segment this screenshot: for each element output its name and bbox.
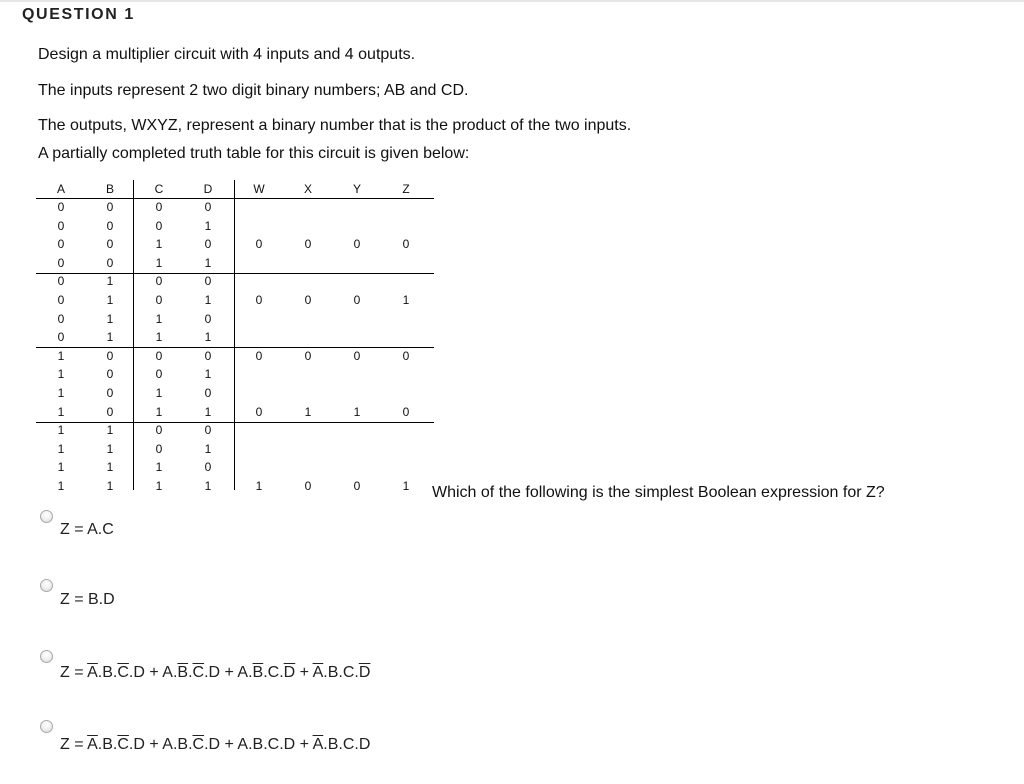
- cell-r14-c: 1: [155, 460, 163, 475]
- cell-r5-b: 1: [106, 293, 114, 307]
- cell-r14-d: 0: [204, 460, 212, 475]
- option-radio-1[interactable]: [40, 510, 53, 523]
- cell-r15-w: 1: [255, 479, 263, 493]
- negated-term: $\overline{C}$: [117, 736, 129, 753]
- cell-r3-y: [337, 256, 377, 270]
- cell-r0-d: 0: [204, 200, 212, 214]
- cell-r14-b: 1: [106, 460, 114, 475]
- cell-r11-d: 1: [204, 404, 212, 419]
- expression-text: .: [188, 664, 193, 681]
- table-divider-1: [234, 180, 235, 490]
- negated-term: $\overline{B}$: [252, 664, 264, 681]
- header-w: W: [253, 182, 265, 196]
- cell-r4-b: 1: [106, 274, 114, 289]
- option-radio-2[interactable]: [40, 579, 53, 592]
- cell-r14-x: [288, 460, 328, 474]
- cell-r9-c: 0: [155, 367, 163, 382]
- negated-term: $\overline{B}$: [177, 664, 189, 681]
- cell-r13-c: 0: [155, 441, 163, 456]
- cell-r8-y: 0: [353, 348, 361, 363]
- cell-r4-z: [386, 274, 426, 288]
- cell-r2-x: 0: [304, 237, 312, 252]
- cell-r5-x: 0: [304, 293, 312, 307]
- cell-r7-a: 0: [57, 330, 65, 345]
- cell-r9-z: [386, 367, 426, 381]
- cell-r4-d: 0: [204, 274, 212, 289]
- cell-r5-w: 0: [255, 293, 263, 307]
- cell-r1-w: [239, 219, 279, 233]
- cell-r3-b: 0: [106, 255, 114, 270]
- cell-r6-z: [386, 312, 426, 326]
- cell-r13-x: [288, 442, 328, 456]
- cell-r2-c: 1: [155, 237, 163, 252]
- cell-r6-x: [288, 312, 328, 326]
- expression-text: .B.C.: [323, 664, 359, 681]
- cell-r1-y: [337, 219, 377, 233]
- question-prompt: Which of the following is the simplest Boolean expression for Z?: [432, 484, 885, 501]
- question-title: QUESTION 1: [22, 6, 135, 23]
- cell-r6-y: [337, 312, 377, 326]
- cell-r0-w: [239, 200, 279, 214]
- expression-text: Z = A.C: [60, 521, 114, 538]
- cell-r11-b: 0: [106, 404, 114, 419]
- expression-text: .D + A.B.C.D +: [204, 736, 313, 753]
- cell-r8-b: 0: [106, 348, 114, 363]
- cell-r1-b: 0: [106, 218, 114, 233]
- cell-r7-z: [386, 330, 426, 344]
- cell-r11-w: 0: [255, 404, 263, 419]
- expression-text: Z = B.D: [60, 591, 115, 608]
- cell-r7-d: 1: [204, 330, 212, 345]
- cell-r8-w: 0: [255, 348, 263, 363]
- table-rule-0: [36, 198, 434, 199]
- cell-r1-c: 0: [155, 218, 163, 233]
- cell-r7-w: [239, 330, 279, 344]
- expression-text: Z =: [60, 664, 88, 681]
- cell-r3-w: [239, 256, 279, 270]
- expression-text: Z =: [60, 736, 88, 753]
- cell-r6-d: 0: [204, 311, 212, 326]
- negated-term: $\overline{A}$: [87, 736, 98, 753]
- cell-r7-b: 1: [106, 330, 114, 345]
- cell-r9-d: 1: [204, 367, 212, 382]
- cell-r9-x: [288, 367, 328, 381]
- expression-text: .B.: [97, 736, 118, 753]
- cell-r15-b: 1: [106, 479, 114, 493]
- cell-r0-y: [337, 200, 377, 214]
- cell-r15-y: 0: [353, 479, 361, 493]
- cell-r15-c: 1: [155, 479, 163, 493]
- cell-r12-a: 1: [57, 423, 65, 438]
- expression-text: .B.C.D: [323, 736, 371, 753]
- cell-r13-y: [337, 442, 377, 456]
- cell-r10-b: 0: [106, 386, 114, 400]
- cell-r12-z: [386, 423, 426, 437]
- cell-r13-a: 1: [57, 441, 65, 456]
- cell-r8-d: 0: [204, 348, 212, 363]
- cell-r5-d: 1: [204, 293, 212, 307]
- expression-text: .B.: [97, 664, 118, 681]
- cell-r7-y: [337, 330, 377, 344]
- paragraph-2: The inputs represent 2 two digit binary numbers; AB and CD.: [38, 82, 469, 99]
- cell-r0-a: 0: [57, 200, 65, 214]
- cell-r10-c: 1: [155, 386, 163, 400]
- cell-r7-x: [288, 330, 328, 344]
- cell-r0-b: 0: [106, 200, 114, 214]
- cell-r10-y: [337, 386, 377, 400]
- cell-r4-a: 0: [57, 274, 65, 289]
- option-radio-3[interactable]: [40, 650, 53, 663]
- cell-r6-b: 1: [106, 311, 114, 326]
- header-a: A: [56, 182, 65, 196]
- cell-r2-b: 0: [106, 237, 114, 252]
- cell-r14-z: [386, 460, 426, 474]
- cell-r6-c: 1: [155, 311, 163, 326]
- negated-term: $\overline{A}$: [312, 736, 324, 753]
- negated-term: $\overline{C}$: [192, 664, 205, 681]
- cell-r9-a: 1: [57, 367, 65, 382]
- cell-r11-a: 1: [57, 404, 65, 419]
- cell-r10-a: 1: [57, 386, 65, 400]
- header-d: D: [203, 182, 213, 196]
- cell-r11-c: 1: [155, 404, 163, 419]
- cell-r11-y: 1: [353, 404, 361, 419]
- cell-r9-b: 0: [106, 367, 114, 382]
- cell-r13-b: 1: [106, 441, 114, 456]
- cell-r15-a: 1: [57, 479, 65, 493]
- cell-r6-w: [239, 312, 279, 326]
- cell-r15-z: 1: [402, 479, 410, 493]
- cell-r9-y: [337, 367, 377, 381]
- top-divider: [0, 0, 1024, 2]
- cell-r4-w: [239, 274, 279, 288]
- negated-term: $\overline{A}$: [312, 664, 324, 681]
- cell-r9-w: [239, 367, 279, 381]
- table-divider-0: [133, 180, 134, 490]
- cell-r15-x: 0: [304, 479, 312, 493]
- cell-r14-w: [239, 460, 279, 474]
- expression-text: .D + A.B.: [128, 736, 193, 753]
- cell-r0-x: [288, 200, 328, 214]
- cell-r3-z: [386, 256, 426, 270]
- cell-r5-a: 0: [57, 293, 65, 307]
- cell-r4-c: 0: [155, 274, 163, 289]
- cell-r12-y: [337, 423, 377, 437]
- cell-r0-c: 0: [155, 200, 163, 214]
- cell-r8-z: 0: [402, 348, 410, 363]
- cell-r13-z: [386, 442, 426, 456]
- cell-r12-c: 0: [155, 423, 163, 438]
- expression-text: .C.: [263, 664, 284, 681]
- cell-r3-a: 0: [57, 255, 65, 270]
- cell-r6-a: 0: [57, 311, 65, 326]
- cell-r8-a: 1: [57, 348, 65, 363]
- table-rule-1: [36, 273, 434, 274]
- cell-r10-z: [386, 386, 426, 400]
- option-radio-4[interactable]: [40, 720, 53, 733]
- cell-r2-a: 0: [57, 237, 65, 252]
- cell-r2-d: 0: [204, 237, 212, 252]
- cell-r13-w: [239, 442, 279, 456]
- negated-term: $\overline{C}$: [192, 736, 205, 753]
- cell-r4-x: [288, 274, 328, 288]
- cell-r2-w: 0: [255, 237, 263, 252]
- cell-r14-a: 1: [57, 460, 65, 475]
- paragraph-3: The outputs, WXYZ, represent a binary number that is the product of the two inputs.: [38, 117, 632, 134]
- cell-r12-x: [288, 423, 328, 437]
- header-b: B: [105, 182, 114, 196]
- header-z: Z: [402, 182, 410, 196]
- cell-r1-a: 0: [57, 218, 65, 233]
- table-rule-3: [36, 422, 434, 423]
- cell-r12-w: [239, 423, 279, 437]
- cell-r10-d: 0: [204, 386, 212, 400]
- paragraph-1: Design a multiplier circuit with 4 inputs and 4 outputs.: [38, 46, 416, 63]
- header-c: C: [154, 182, 164, 196]
- cell-r10-x: [288, 386, 328, 400]
- cell-r2-z: 0: [402, 237, 410, 252]
- cell-r11-z: 0: [402, 404, 410, 419]
- cell-r2-y: 0: [353, 237, 361, 252]
- cell-r0-z: [386, 200, 426, 214]
- cell-r3-c: 1: [155, 255, 163, 270]
- cell-r1-x: [288, 219, 328, 233]
- cell-r8-c: 0: [155, 348, 163, 363]
- option-label-1: [60, 521, 114, 539]
- expression-text: +: [295, 664, 313, 681]
- header-y: Y: [352, 182, 361, 196]
- negated-term: $\overline{D}$: [283, 664, 296, 681]
- cell-r5-y: 0: [353, 293, 361, 307]
- negated-term: $\overline{A}$: [87, 664, 98, 681]
- negated-term: $\overline{C}$: [117, 664, 129, 681]
- negated-term: $\overline{D}$: [358, 664, 371, 681]
- cell-r5-c: 0: [155, 293, 163, 307]
- expression-text: .D + A.: [128, 664, 178, 681]
- cell-r3-x: [288, 256, 328, 270]
- cell-r11-x: 1: [304, 404, 312, 419]
- cell-r4-y: [337, 274, 377, 288]
- cell-r5-z: 1: [402, 293, 410, 307]
- option-label-3: [60, 664, 370, 682]
- paragraph-4: A partially completed truth table for this circuit is given below:: [38, 145, 470, 162]
- cell-r13-d: 1: [204, 441, 212, 456]
- cell-r3-d: 1: [204, 255, 212, 270]
- cell-r14-y: [337, 460, 377, 474]
- option-label-2: [60, 591, 115, 609]
- cell-r12-d: 0: [204, 423, 212, 438]
- cell-r1-d: 1: [204, 218, 212, 233]
- cell-r10-w: [239, 386, 279, 400]
- cell-r15-d: 1: [204, 479, 212, 493]
- expression-text: .D + A.: [204, 664, 253, 681]
- cell-r7-c: 1: [155, 330, 163, 345]
- truth-table: [36, 178, 434, 493]
- header-x: X: [303, 182, 312, 196]
- table-rule-2: [36, 347, 434, 348]
- option-label-4: [60, 736, 370, 754]
- cell-r12-b: 1: [106, 423, 114, 438]
- cell-r8-x: 0: [304, 348, 312, 363]
- cell-r1-z: [386, 219, 426, 233]
